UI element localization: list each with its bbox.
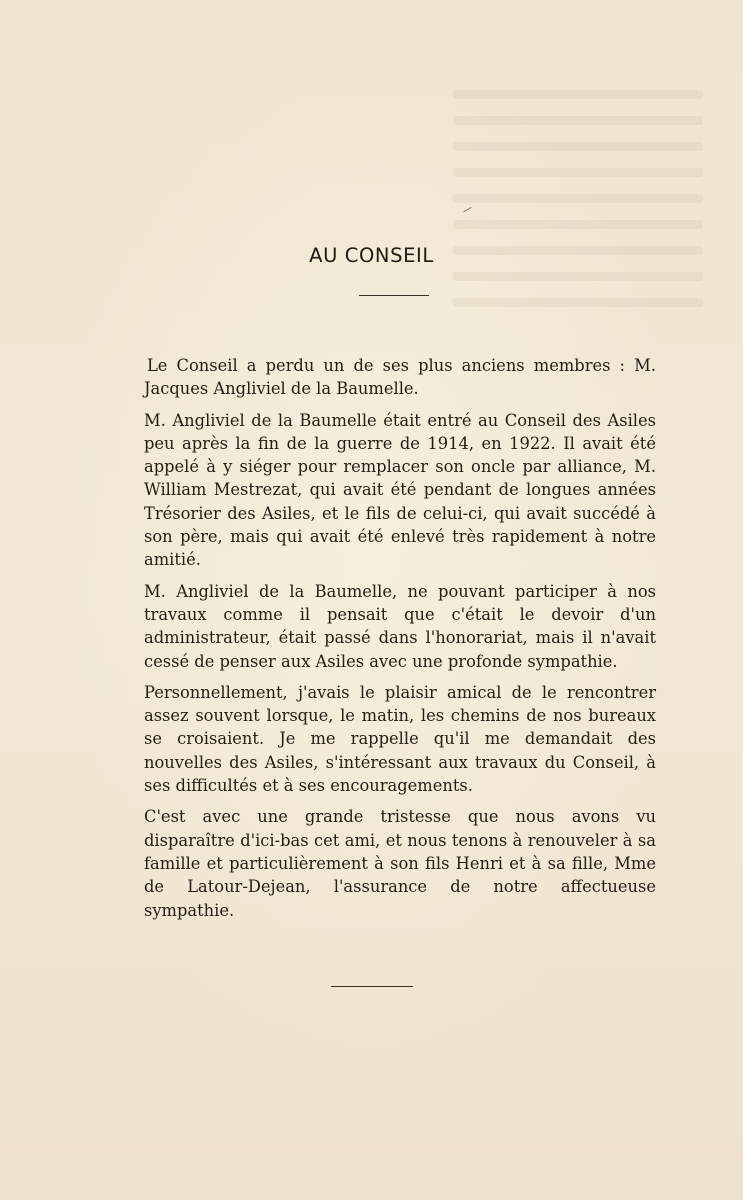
pencil-mark	[463, 207, 471, 212]
bleed-through-texture	[453, 90, 703, 340]
end-divider	[331, 986, 413, 987]
paragraph-3: M. Angliviel de la Baumelle, ne pouvant participer à nos travaux comme il pensait que c'était le devoir d'un administrateur, était passé dans l'honorariat, mais il n'avait cessé de penser aux Asiles avec une profonde sympathie.	[144, 581, 656, 671]
page-title: AU CONSEIL	[309, 244, 434, 267]
paragraph-5: C'est avec une grande tristesse que nous avons vu disparaître d'ici-bas cet ami, et nous tenons à renouveler à sa famille et particulièrement à son fils Henri et à sa fille, Mme de Latour-Dejean, l'assurance de notre affectueuse sympathie.	[144, 807, 656, 920]
paragraph-2: M. Angliviel de la Baumelle était entré au Conseil des Asiles peu après la fin de la guerre de 1914, en 1922. Il avait été appelé à y siéger pour remplacer son oncle par alliance, M. William Mestrezat, qui avait été pendant de longues années Trésorier des Asiles, et le fils de celui-ci, qui avait succédé à son père, mais qui avait été enlevé très rapidement à notre amitié.	[144, 410, 656, 570]
title-divider	[359, 295, 429, 296]
paragraph-4: Personnellement, j'avais le plaisir amical de le rencontrer assez souvent lorsque, le matin, les chemins de nos bureaux se croisaient. Je me rappelle qu'il me demandait des nouvelles des Asiles, s'intéressant aux travaux du Conseil, à ses difficultés et à ses encouragements.	[144, 682, 656, 796]
body-text	[144, 354, 656, 930]
paragraph-1: Le Conseil a perdu un de ses plus anciens membres : M. Jacques Angliviel de la Baumelle.	[144, 356, 656, 399]
